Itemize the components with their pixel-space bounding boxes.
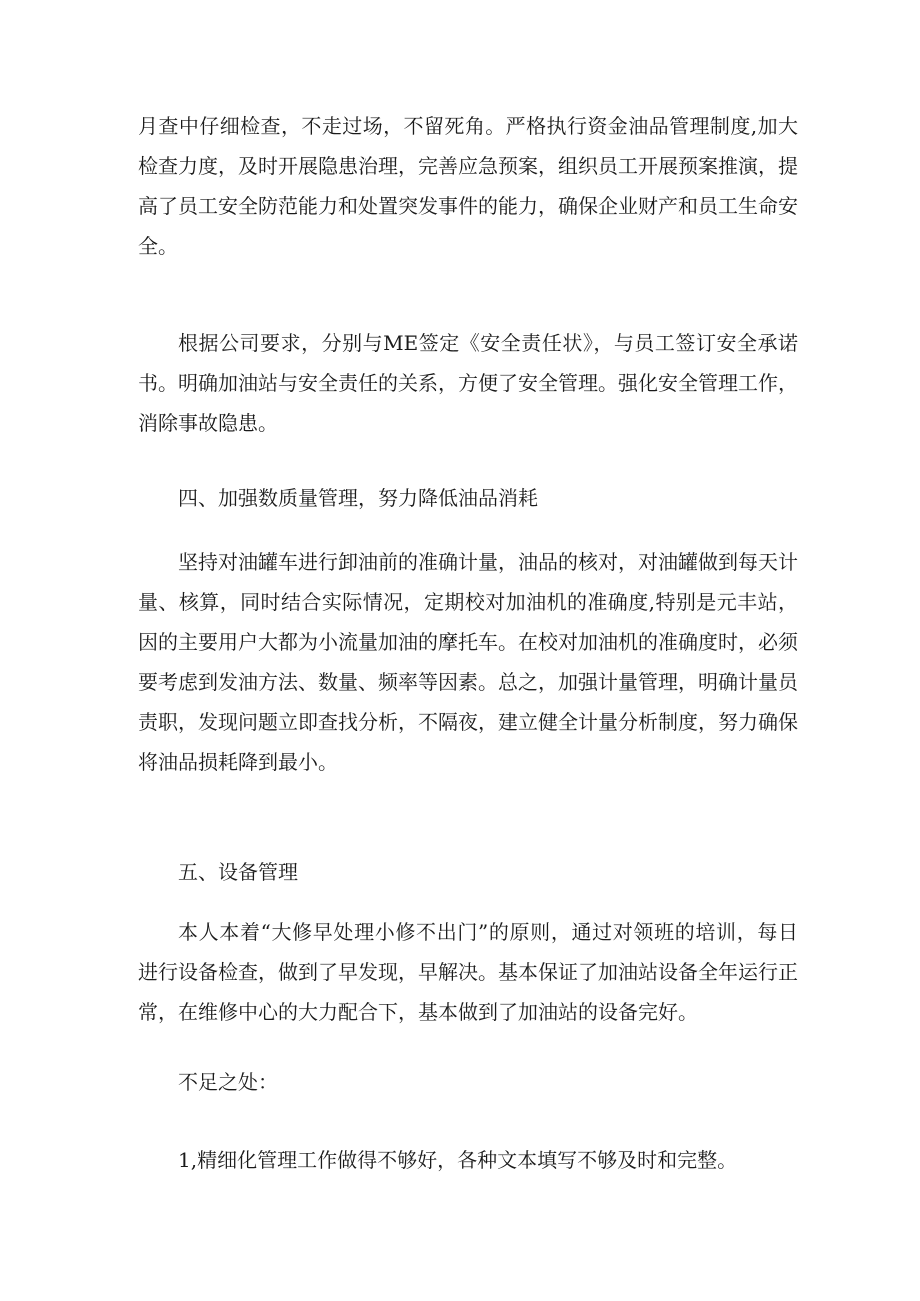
section-heading-quality-management: 四、加强数质量管理，努力降低油品消耗 xyxy=(178,486,538,510)
section-heading-equipment-management: 五、设备管理 xyxy=(178,860,298,884)
shortcoming-item-1: 1,精细化管理工作做得不够好，各种文本填写不够及时和完整。 xyxy=(178,1148,738,1172)
paragraph-safety-responsibility: 根据公司要求，分别与ME签定《安全责任状》，与员工签订安全承诺书。明确加油站与安全责任的关系，方便了安全管理。强化安全管理工作，消除事故隐患。 xyxy=(138,331,798,435)
paragraph-quality-management: 坚持对油罐车进行卸油前的准确计量，油品的核对，对油罐做到每天计量、核算，同时结合实际情况，定期校对加油机的准确度,特别是元丰站，因的主要用户大都为小流量加油的摩托车。在校对加油机的准确度时，必须要考虑到发油方法、数量、频率等因素。总之，加强计量管理，明确计量员责职，发现问题立即查找分析，不隔夜，建立健全计量分析制度，努力确保将油品损耗降到最小。 xyxy=(138,550,798,774)
section-heading-shortcomings: 不足之处： xyxy=(178,1070,278,1094)
paragraph-safety-inspection: 月查中仔细检查，不走过场，不留死角。严格执行资金油品管理制度,加大检查力度，及时开展隐患治理，完善应急预案，组织员工开展预案推演，提高了员工安全防范能力和处置突发事件的能力，确保企业财产和员工生命安全。 xyxy=(138,114,798,258)
paragraph-equipment-management: 本人本着“大修早处理小修不出门”的原则，通过对领班的培训，每日进行设备检查，做到了早发现，早解决。基本保证了加油站设备全年运行正常，在维修中心的大力配合下，基本做到了加油站的设备完好。 xyxy=(138,920,798,1024)
